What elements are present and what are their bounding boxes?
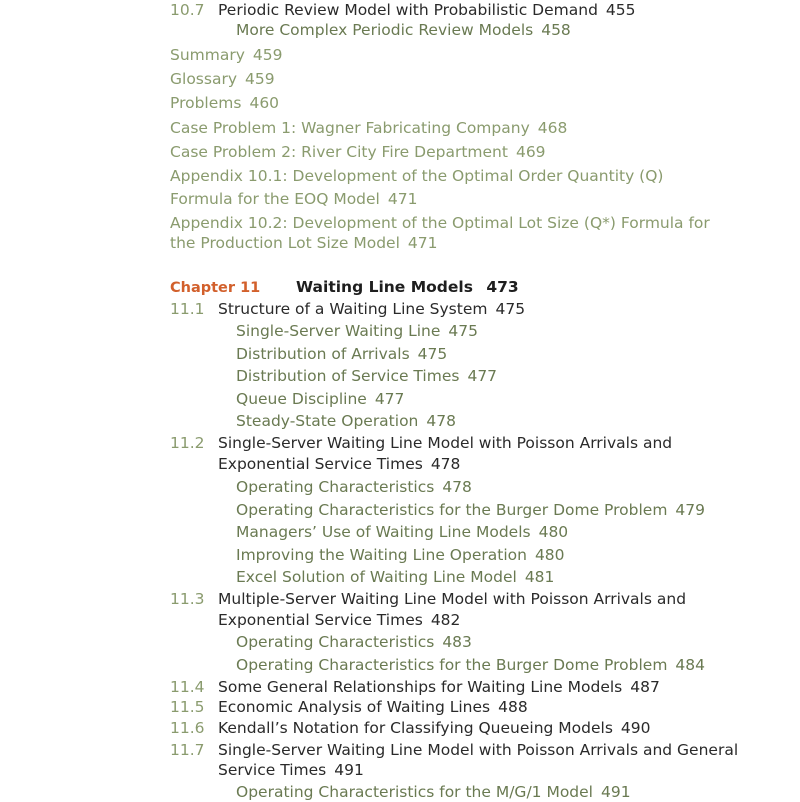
entry-page-number: 480: [538, 523, 569, 541]
entry-page-number: 468: [537, 119, 568, 137]
entry-page-number: 455: [605, 1, 636, 19]
entry-line: [170, 118, 567, 138]
entry-line: [236, 389, 404, 409]
entry-title: Appendix 10.2: Development of the Optimal Lot Size (Q*) Formula for: [170, 214, 710, 232]
entry-page-number: 459: [252, 46, 283, 64]
section-number: 10.7: [170, 1, 205, 19]
entry-title: Single-Server Waiting Line: [236, 322, 441, 340]
chapter-page-number: 473: [486, 278, 519, 296]
entry-title: Queue Discipline: [236, 390, 367, 408]
entry-title: Distribution of Arrivals: [236, 345, 410, 363]
entry-line: [236, 366, 497, 386]
entry-line: [236, 500, 705, 520]
entry-title: Economic Analysis of Waiting Lines: [218, 698, 491, 716]
entry-line: [218, 589, 686, 609]
entry-page-number: 478: [430, 455, 461, 473]
entry-line: [236, 20, 571, 40]
entry-line: [218, 454, 460, 474]
entry-line: [236, 567, 554, 587]
section-number: 11.6: [170, 719, 205, 737]
entry-line: [170, 142, 546, 162]
entry-page-number: 480: [534, 546, 565, 564]
entry-line: [170, 189, 417, 209]
section-number: 11.5: [170, 698, 205, 716]
entry-page-number: 475: [448, 322, 479, 340]
entry-page-number: 469: [515, 143, 546, 161]
entry-title: Multiple-Server Waiting Line Model with Poisson Arrivals and: [218, 590, 687, 608]
entry-line: [236, 632, 472, 652]
entry-title: Operating Characteristics for the M/G/1 Model: [236, 783, 593, 801]
entry-title: Summary: [170, 46, 245, 64]
entry-line: [218, 760, 364, 780]
entry-line: [170, 213, 710, 233]
entry-page-number: 482: [430, 611, 461, 629]
entry-title: Some General Relationships for Waiting Line Models: [218, 678, 623, 696]
entry-line: [170, 233, 437, 253]
entry-page-number: 491: [334, 761, 364, 779]
entry-title: Case Problem 1: Wagner Fabricating Company: [170, 119, 530, 137]
entry-page-number: 484: [675, 656, 706, 674]
entry-page-number: 478: [426, 412, 456, 430]
entry-line: [236, 522, 568, 542]
entry-line: [218, 740, 738, 760]
section-number: 11.4: [170, 678, 205, 696]
entry-line: [218, 677, 660, 697]
entry-page-number: 487: [630, 678, 660, 696]
entry-page-number: 471: [387, 190, 418, 208]
entry-title: Formula for the EOQ Model: [170, 190, 380, 208]
entry-title: the Production Lot Size Model: [170, 234, 400, 252]
entry-title: Structure of a Waiting Line System: [218, 300, 488, 318]
entry-page-number: 481: [524, 568, 555, 586]
entry-line: [236, 411, 456, 431]
entry-line: [170, 45, 283, 65]
entry-page-number: 477: [374, 390, 405, 408]
entry-title: Improving the Waiting Line Operation: [236, 546, 527, 564]
entry-title: Excel Solution of Waiting Line Model: [236, 568, 517, 586]
entry-line: [218, 697, 528, 717]
entry-line: [218, 299, 525, 319]
entry-title: Single-Server Waiting Line Model with Poisson Arrivals and: [218, 434, 673, 452]
entry-page-number: 477: [467, 367, 498, 385]
entry-line: [218, 610, 460, 630]
entry-title: Operating Characteristics: [236, 633, 435, 651]
entry-title: Kendall’s Notation for Classifying Queueing Models: [218, 719, 613, 737]
entry-line: [236, 655, 705, 675]
entry-title: Problems: [170, 94, 242, 112]
entry-page-number: 479: [675, 501, 706, 519]
entry-page-number: 491: [601, 783, 631, 801]
entry-page-number: 458: [541, 21, 571, 39]
entry-page-number: 475: [417, 345, 448, 363]
entry-line: [236, 344, 447, 364]
entry-title: Service Times: [218, 761, 327, 779]
entry-page-number: 490: [620, 719, 651, 737]
entry-page-number: 478: [442, 478, 472, 496]
entry-line: [170, 69, 275, 89]
entry-line: [218, 0, 636, 20]
section-number: 11.7: [170, 741, 205, 759]
entry-line: [236, 477, 472, 497]
entry-line: [236, 545, 565, 565]
entry-line: [170, 166, 663, 186]
entry-title: Appendix 10.1: Development of the Optimal Order Quantity (Q): [170, 167, 664, 185]
entry-title: Operating Characteristics for the Burger Dome Problem: [236, 656, 668, 674]
entry-title: More Complex Periodic Review Models: [236, 21, 534, 39]
entry-page-number: 471: [407, 234, 438, 252]
chapter-label: Chapter 11: [170, 280, 261, 296]
entry-title: Operating Characteristics: [236, 478, 435, 496]
entry-title: Managers’ Use of Waiting Line Models: [236, 523, 531, 541]
entry-title: Single-Server Waiting Line Model with Poisson Arrivals and General: [218, 741, 739, 759]
entry-page-number: 459: [245, 70, 275, 88]
section-number: 11.2: [170, 434, 205, 452]
entry-title: Exponential Service Times: [218, 611, 423, 629]
entry-title: Distribution of Service Times: [236, 367, 460, 385]
entry-title: Exponential Service Times: [218, 455, 423, 473]
entry-line: [236, 321, 478, 341]
chapter-title: [296, 277, 519, 297]
entry-page-number: 483: [442, 633, 472, 651]
section-number: 11.1: [170, 300, 205, 318]
entry-page-number: 460: [249, 94, 280, 112]
entry-title: Glossary: [170, 70, 237, 88]
entry-title: Periodic Review Model with Probabilistic Demand: [218, 1, 598, 19]
entry-line: [236, 782, 631, 802]
entry-title: Steady-State Operation: [236, 412, 419, 430]
entry-title: Operating Characteristics for the Burger Dome Problem: [236, 501, 668, 519]
entry-page-number: 475: [495, 300, 526, 318]
entry-line: [218, 433, 672, 453]
chapter-title-text: Waiting Line Models: [296, 278, 473, 296]
entry-line: [170, 93, 279, 113]
entry-title: Case Problem 2: River City Fire Department: [170, 143, 508, 161]
section-number: 11.3: [170, 590, 205, 608]
entry-page-number: 488: [498, 698, 528, 716]
entry-line: [218, 718, 651, 738]
